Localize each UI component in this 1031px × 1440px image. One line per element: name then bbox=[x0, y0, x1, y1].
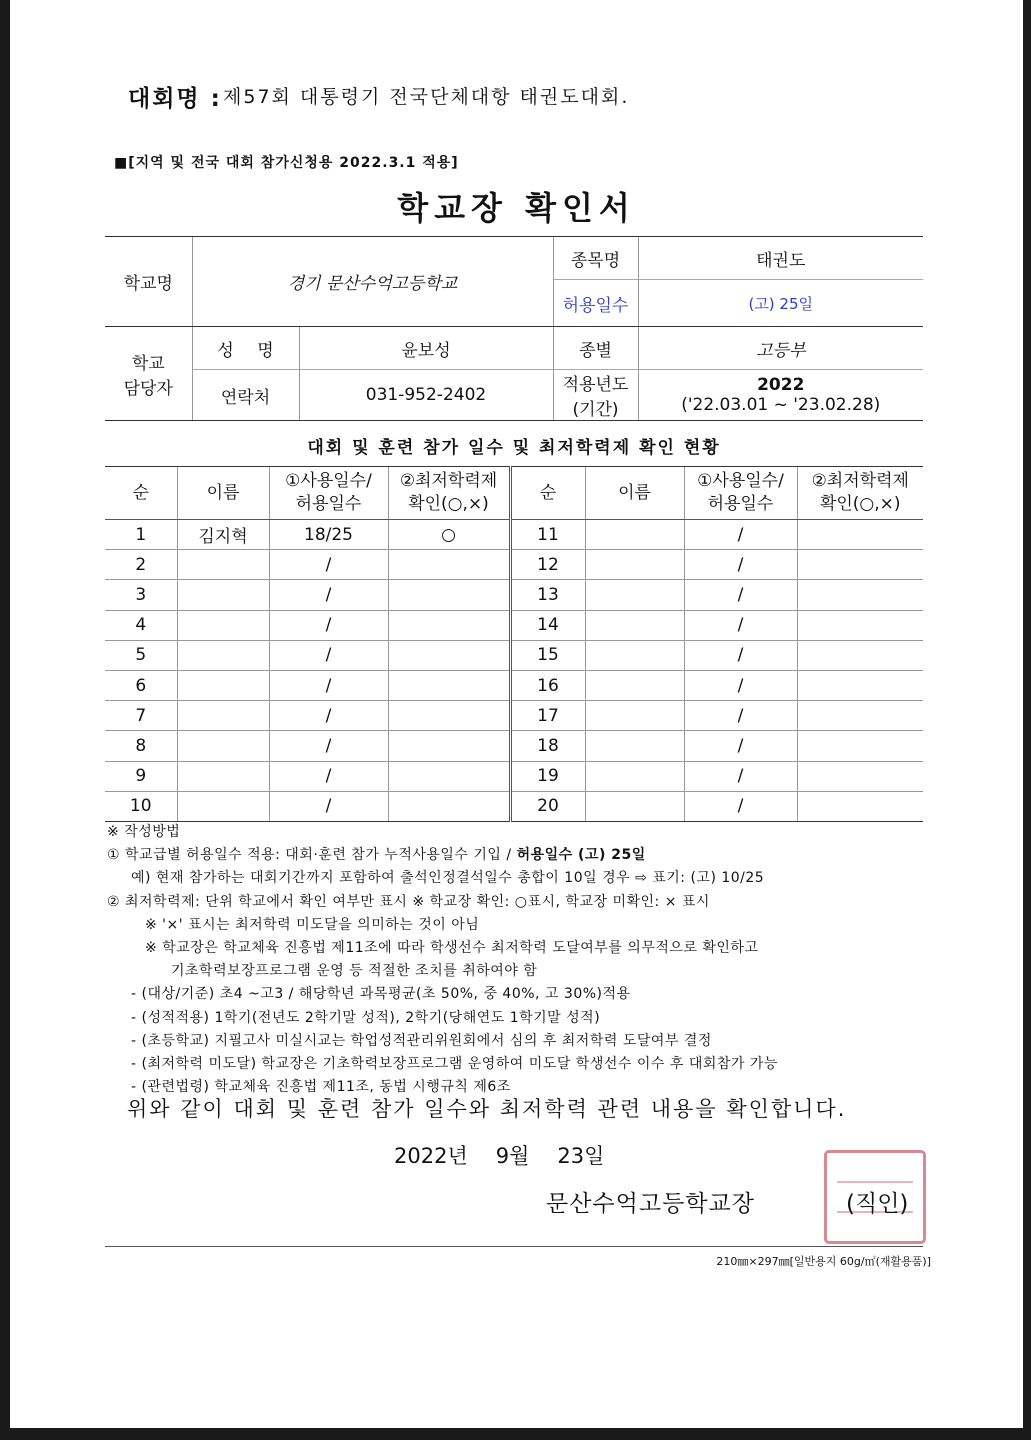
row-days: / bbox=[684, 791, 797, 821]
phone-value: 031-952-2402 bbox=[299, 370, 553, 421]
row-no: 15 bbox=[510, 640, 585, 670]
row-name bbox=[585, 761, 684, 791]
row-days: / bbox=[269, 670, 388, 700]
row-name bbox=[177, 701, 269, 731]
row-no: 19 bbox=[510, 761, 585, 791]
row-name bbox=[177, 791, 269, 821]
event-label: 대회명 : bbox=[128, 86, 222, 112]
table-row bbox=[105, 670, 923, 700]
row-days: / bbox=[269, 610, 388, 640]
row-check bbox=[388, 580, 510, 610]
row-no: 4 bbox=[105, 610, 177, 640]
document-title: 학교장 확인서 bbox=[397, 189, 636, 227]
confirmation-statement: 위와 같이 대회 및 훈련 참가 일수와 최저학력 관련 내용을 확인합니다. bbox=[127, 1097, 847, 1121]
row-no: 18 bbox=[510, 731, 585, 761]
row-days: 18/25 bbox=[269, 520, 388, 550]
row-no: 10 bbox=[105, 791, 177, 821]
row-check bbox=[797, 761, 923, 791]
note-2-c: 기초학력보장프로그램 운영 등 적절한 조치를 취하여야 함 bbox=[171, 963, 538, 980]
note-1-example: 예) 현재 참가하는 대회기간까지 포함하여 출석인정결석일수 총합이 10일 경우 ⇨ 표기: (고) 10/25 bbox=[131, 870, 765, 887]
row-check bbox=[797, 580, 923, 610]
row-check bbox=[797, 640, 923, 670]
year-label-line1: 적용년도 bbox=[562, 375, 629, 395]
row-no: 6 bbox=[105, 670, 177, 700]
division-value: 고등부 bbox=[638, 327, 923, 370]
section-title: 대회 및 훈련 참가 일수 및 최저학력제 확인 현황 bbox=[307, 438, 721, 458]
allowed-days-value: (고) 25일 bbox=[638, 280, 923, 327]
row-name bbox=[585, 580, 684, 610]
row-days: / bbox=[269, 761, 388, 791]
period: ('22.03.01 ~ '23.02.28) bbox=[681, 395, 881, 415]
table-row bbox=[105, 731, 923, 761]
table-row bbox=[105, 610, 923, 640]
bottom-rule bbox=[105, 1246, 923, 1247]
contact-label-line2: 담당자 bbox=[123, 378, 173, 399]
row-name bbox=[585, 701, 684, 731]
row-no: 14 bbox=[510, 610, 585, 640]
row-no: 13 bbox=[510, 580, 585, 610]
detail-3: - (초등학교) 지필고사 미실시교는 학업성적관리위원회에서 심의 후 최저학력 도달여부 결정 bbox=[131, 1032, 712, 1049]
row-no: 11 bbox=[510, 520, 585, 550]
row-days: / bbox=[684, 580, 797, 610]
year-label bbox=[553, 370, 638, 421]
row-check bbox=[797, 791, 923, 821]
row-days: / bbox=[269, 791, 388, 821]
row-no: 16 bbox=[510, 670, 585, 700]
table-row bbox=[105, 761, 923, 791]
row-no: 17 bbox=[510, 701, 585, 731]
row-days: / bbox=[684, 670, 797, 700]
table-row bbox=[105, 580, 923, 610]
row-days: / bbox=[684, 640, 797, 670]
instructions bbox=[107, 821, 778, 1099]
date-year: 2022년 bbox=[394, 1144, 468, 1168]
date-month: 9월 bbox=[495, 1144, 530, 1168]
row-check bbox=[388, 670, 510, 700]
principal-title: 문산수억고등학교장 bbox=[546, 1191, 755, 1217]
row-name bbox=[177, 640, 269, 670]
row-days: / bbox=[684, 731, 797, 761]
row-name bbox=[585, 610, 684, 640]
row-no: 8 bbox=[105, 731, 177, 761]
row-no: 1 bbox=[105, 520, 177, 550]
header-days: ①사용일수/ 허용일수 bbox=[684, 467, 797, 520]
year: 2022 bbox=[757, 375, 805, 395]
row-name bbox=[177, 550, 269, 580]
table-row bbox=[105, 791, 923, 821]
row-check bbox=[388, 640, 510, 670]
contact-name-label: 성 명 bbox=[192, 327, 299, 370]
row-no: 7 bbox=[105, 701, 177, 731]
school-info-table bbox=[105, 236, 923, 421]
row-no: 9 bbox=[105, 761, 177, 791]
row-no: 5 bbox=[105, 640, 177, 670]
row-no: 20 bbox=[510, 791, 585, 821]
row-check bbox=[388, 791, 510, 821]
row-check bbox=[797, 520, 923, 550]
division-label: 종별 bbox=[553, 327, 638, 370]
table-row bbox=[105, 550, 923, 580]
header-name: 이름 bbox=[585, 467, 684, 520]
row-check bbox=[797, 550, 923, 580]
row-check bbox=[797, 610, 923, 640]
contact-name: 윤보성 bbox=[299, 327, 553, 370]
note-2-a: ※ '×' 표시는 최저학력 미도달을 의미하는 것이 아님 bbox=[145, 916, 480, 933]
row-days: / bbox=[269, 731, 388, 761]
row-check bbox=[388, 731, 510, 761]
contact-label bbox=[105, 327, 192, 421]
row-name: 김지혁 bbox=[177, 520, 269, 550]
paper-spec: 210㎜×297㎜[일반용지 60g/㎡(재활용품)] bbox=[716, 1255, 931, 1268]
row-days: / bbox=[269, 640, 388, 670]
row-days: / bbox=[684, 550, 797, 580]
header-check: ②최저학력제 확인(○,×) bbox=[797, 467, 923, 520]
row-check bbox=[797, 701, 923, 731]
seal-label: (직인) bbox=[846, 1191, 909, 1217]
detail-5: - (관련법령) 학교체육 진흥법 제11조, 동법 시행규칙 제6조 bbox=[131, 1079, 511, 1096]
header-days: ①사용일수/ 허용일수 bbox=[269, 467, 388, 520]
note-2-b: ※ 학교장은 학교체육 진흥법 제11조에 따라 학생선수 최저학력 도달여부를 의무적으로 확인하고 bbox=[145, 940, 759, 957]
header-no: 순 bbox=[510, 467, 585, 520]
date-day: 23일 bbox=[557, 1144, 605, 1168]
detail-2: - (성적적용) 1학기(전년도 2학기말 성적), 2학기(당해연도 1학기말 성적) bbox=[131, 1009, 601, 1026]
note-2: ② 최저학력제: 단위 학교에서 확인 여부만 표시 ※ 학교장 확인: ○표시, 학교장 미확인: × 표시 bbox=[107, 893, 710, 910]
row-name bbox=[177, 761, 269, 791]
header-no: 순 bbox=[105, 467, 177, 520]
row-check: ○ bbox=[388, 520, 510, 550]
issue-date bbox=[394, 1140, 632, 1170]
sport-value: 태권도 bbox=[638, 237, 923, 280]
row-days: / bbox=[269, 580, 388, 610]
event-name: 제57회 대통령기 전국단체대항 태권도대회. bbox=[223, 86, 630, 108]
school-name: 경기 문산수억고등학교 bbox=[192, 237, 553, 327]
row-check bbox=[797, 731, 923, 761]
row-days: / bbox=[684, 610, 797, 640]
contact-label-line1: 학교 bbox=[131, 353, 165, 374]
allowed-days-label: 허용일수 bbox=[553, 280, 638, 327]
sport-label: 종목명 bbox=[553, 237, 638, 280]
header-check: ②최저학력제 확인(○,×) bbox=[388, 467, 510, 520]
row-name bbox=[177, 610, 269, 640]
row-name bbox=[585, 550, 684, 580]
row-days: / bbox=[269, 701, 388, 731]
row-check bbox=[797, 670, 923, 700]
detail-1: - (대상/기준) 초4 ~고3 / 해당학년 과목평균(초 50%, 중 40%, 고 30%)적용 bbox=[131, 986, 631, 1003]
table-row bbox=[105, 640, 923, 670]
note-1-bold: 허용일수 (고) 25일 bbox=[516, 847, 646, 864]
row-no: 3 bbox=[105, 580, 177, 610]
row-check bbox=[388, 550, 510, 580]
row-no: 12 bbox=[510, 550, 585, 580]
phone-label: 연락처 bbox=[192, 370, 299, 421]
participants-table bbox=[105, 466, 923, 822]
row-name bbox=[585, 791, 684, 821]
year-value bbox=[638, 370, 923, 421]
row-name bbox=[177, 580, 269, 610]
row-check bbox=[388, 761, 510, 791]
year-label-line2: (기간) bbox=[572, 400, 619, 420]
note-1: ① 학교급별 허용일수 적용: 대회·훈련 참가 누적사용일수 기입 / 허용일수 (고) 25일 bbox=[107, 847, 646, 864]
row-days: / bbox=[684, 520, 797, 550]
form-tag: ■[지역 및 전국 대회 참가신청용 2022.3.1 적용] bbox=[114, 155, 459, 171]
table-row bbox=[105, 701, 923, 731]
row-name bbox=[177, 731, 269, 761]
row-name bbox=[585, 640, 684, 670]
notes-heading: ※ 작성방법 bbox=[107, 824, 181, 840]
row-name bbox=[585, 520, 684, 550]
table-row bbox=[105, 520, 923, 550]
row-days: / bbox=[684, 701, 797, 731]
document-page bbox=[10, 0, 1023, 1428]
school-name-label: 학교명 bbox=[105, 237, 192, 327]
detail-4: - (최저학력 미도달) 학교장은 기초학력보장프로그램 운영하여 미도달 학생선수 이수 후 대회참가 가능 bbox=[131, 1056, 778, 1073]
row-days: / bbox=[269, 550, 388, 580]
row-name bbox=[585, 670, 684, 700]
row-no: 2 bbox=[105, 550, 177, 580]
row-days: / bbox=[684, 761, 797, 791]
row-check bbox=[388, 610, 510, 640]
row-name bbox=[585, 731, 684, 761]
row-check bbox=[388, 701, 510, 731]
header-name: 이름 bbox=[177, 467, 269, 520]
row-name bbox=[177, 670, 269, 700]
